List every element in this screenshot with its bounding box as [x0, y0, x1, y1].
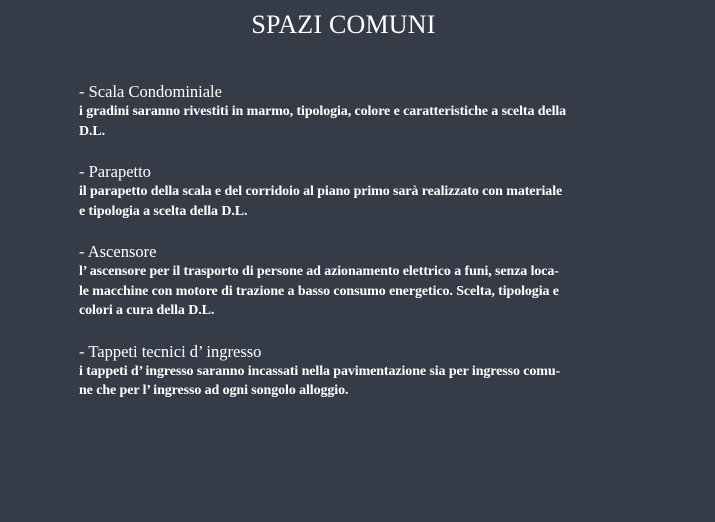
section-heading: - Tappeti tecnici d’ ingresso	[79, 341, 262, 361]
body-line: le macchine con motore di trazione a basso consumo energetico. Scelta, tipologia e	[79, 283, 559, 299]
body-line: i gradini saranno rivestiti in marmo, tipologia, colore e caratteristiche a scelta della	[79, 104, 567, 119]
section-parapetto	[79, 162, 615, 221]
section-body	[79, 182, 615, 221]
body-line: D.L.	[79, 123, 106, 139]
body-line: ne che per l’ ingresso ad ogni songolo alloggio.	[79, 383, 349, 398]
section-body	[79, 362, 615, 401]
section-body	[79, 102, 615, 141]
page-title: SPAZI COMUNI	[251, 10, 436, 39]
section-ascensore	[79, 242, 615, 321]
section-body	[79, 262, 615, 321]
section-tappeti-tecnici	[79, 342, 615, 401]
section-heading: - Scala Condominiale	[79, 82, 222, 101]
section-heading: - Parapetto	[79, 162, 151, 181]
body-line: l’ ascensore per il trasporto di persone ad azionamento elettrico a funi, senza loca-	[79, 264, 559, 279]
body-line: e tipologia a scelta della D.L.	[79, 203, 248, 219]
body-line: il parapetto della scala e del corridoio al piano primo sarà realizzato con materiale	[79, 184, 563, 199]
section-scala-condominiale	[79, 82, 615, 141]
section-heading: - Ascensore	[79, 242, 157, 261]
content	[79, 82, 615, 422]
body-line: colori a cura della D.L.	[79, 303, 215, 318]
body-line: i tappeti d’ ingresso saranno incassati nella pavimentazione sia per ingresso comu-	[79, 363, 561, 379]
